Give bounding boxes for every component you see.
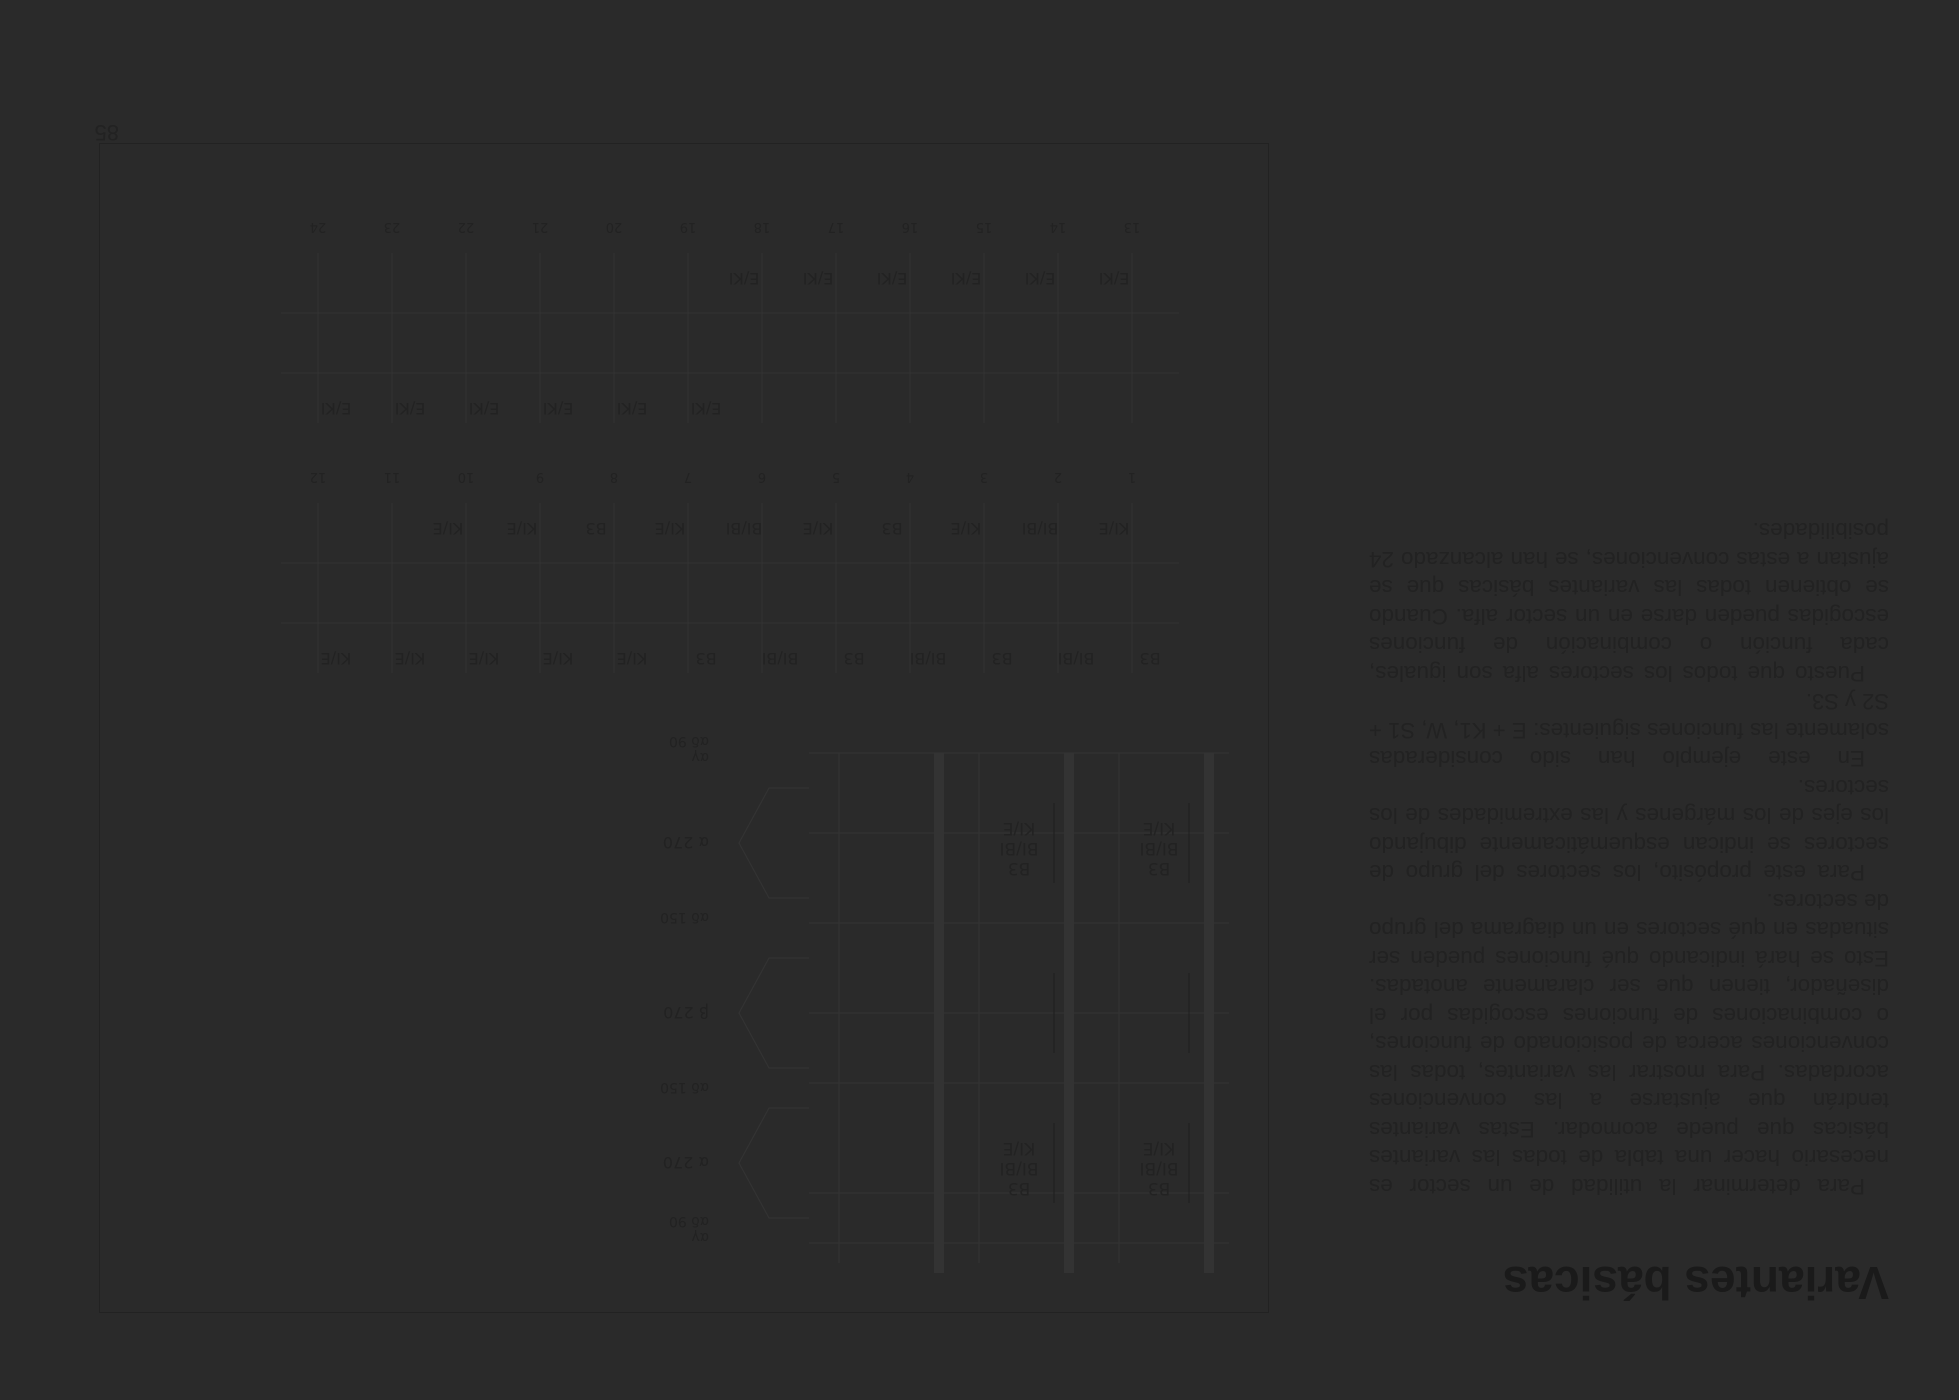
sector-edge-label: αγ bbox=[691, 749, 709, 765]
variants-13-24-grid bbox=[281, 219, 1179, 423]
figure-variants bbox=[99, 143, 1269, 1313]
variants-1-12-grid bbox=[281, 469, 1179, 673]
variant-label-bottom: E/KI bbox=[950, 269, 982, 288]
variant-number: 4 bbox=[905, 469, 915, 484]
variant-label-top: BI/BI bbox=[761, 649, 799, 668]
sector-label: KI/E bbox=[1142, 1138, 1176, 1158]
functions-formula: E + K1, W, S1 + S2 y S3. bbox=[1369, 689, 1889, 743]
variant-number: 14 bbox=[1049, 219, 1067, 234]
sector-label: KI/E bbox=[1002, 818, 1036, 838]
variant-number: 1 bbox=[1127, 469, 1137, 484]
variant-number: 12 bbox=[309, 469, 327, 484]
variant-label-top: E/KI bbox=[468, 399, 500, 418]
sector-angle-label: α 270 bbox=[662, 1153, 709, 1172]
sector-edge-label: αδ 90 bbox=[668, 1213, 709, 1229]
variant-number: 8 bbox=[609, 469, 619, 484]
variant-label-bottom: E/KI bbox=[1024, 269, 1056, 288]
variant-label-top: KI/E bbox=[468, 649, 500, 668]
sector-axis-thick bbox=[934, 753, 944, 1273]
variant-number: 21 bbox=[531, 219, 549, 234]
variant-number: 18 bbox=[753, 219, 771, 234]
variant-label-top: E/KI bbox=[320, 399, 352, 418]
variant-label-bottom: E/KI bbox=[876, 269, 908, 288]
variant-label-top: KI/E bbox=[542, 649, 574, 668]
variant-number: 20 bbox=[605, 219, 623, 234]
variant-label-top: BI/BI bbox=[909, 649, 947, 668]
sector-edge-label: αδ 90 bbox=[668, 733, 709, 749]
sector-label: KI/E bbox=[1002, 1138, 1036, 1158]
sector-edge-label: αγ bbox=[691, 1229, 709, 1245]
sector-tab bbox=[739, 1108, 809, 1218]
page-number: 85 bbox=[94, 120, 119, 145]
paragraph-4: Puesto que todos los sectores alfa son iguales, cada función o combinación de funciones escogidas pueden darse en un sector alfa. Cuando se obtienen todas las variantes básicas que se ajustan a estas convenciones, se han alcanzado 24 posibilidades. bbox=[1369, 518, 1889, 686]
variant-label-top: KI/E bbox=[394, 649, 426, 668]
body-text bbox=[1369, 516, 1889, 1200]
variant-number: 10 bbox=[457, 469, 475, 484]
variant-number: 22 bbox=[457, 219, 475, 234]
variant-label-top: E/KI bbox=[542, 399, 574, 418]
variant-number: 16 bbox=[901, 219, 919, 234]
paragraph-2: Para este propósito, los sectores del grupo de sectores se indican esquemáticamente dibujando los ejes de los márgenes y las extremidades de los sectores. bbox=[1369, 775, 1889, 886]
variant-label-top: KI/E bbox=[616, 649, 648, 668]
variant-label-bottom: KI/E bbox=[950, 519, 982, 538]
sector-label: B3 bbox=[1147, 858, 1171, 878]
variant-label-bottom: E/KI bbox=[802, 269, 834, 288]
sector-label: BI/BI bbox=[1139, 1158, 1179, 1178]
sector-diagram bbox=[660, 733, 1229, 1273]
sector-label: BI/BI bbox=[999, 838, 1039, 858]
variant-label-top: BI/BI bbox=[1057, 649, 1095, 668]
variant-number: 11 bbox=[383, 469, 401, 484]
variant-label-top: B3 bbox=[695, 649, 717, 668]
variant-number: 24 bbox=[309, 219, 327, 234]
variant-number: 17 bbox=[827, 219, 845, 234]
sector-edge-label: αδ 150 bbox=[660, 1079, 709, 1095]
variant-label-bottom: KI/E bbox=[1098, 519, 1130, 538]
variant-label-bottom: E/KI bbox=[1098, 269, 1130, 288]
sector-axis-thick bbox=[1064, 753, 1074, 1273]
variant-number: 9 bbox=[535, 469, 545, 484]
page-title: Variantes básicas bbox=[1502, 1257, 1889, 1309]
variant-number: 13 bbox=[1123, 219, 1141, 234]
sector-label: KI/E bbox=[1142, 818, 1176, 838]
variant-label-bottom: B3 bbox=[585, 519, 607, 538]
variant-number: 2 bbox=[1053, 469, 1063, 484]
sector-label: BI/BI bbox=[999, 1158, 1039, 1178]
paragraph-3-text: En este ejemplo han sido consideradas solamente las funciones siguientes: bbox=[1369, 718, 1889, 772]
variant-number: 5 bbox=[831, 469, 841, 484]
variant-label-bottom: KI/E bbox=[432, 519, 464, 538]
variant-label-bottom: BI/BI bbox=[725, 519, 763, 538]
sector-label: B3 bbox=[1007, 858, 1031, 878]
variant-number: 3 bbox=[979, 469, 989, 484]
sector-label: BI/BI bbox=[1139, 838, 1179, 858]
variant-label-bottom: E/KI bbox=[728, 269, 760, 288]
variant-label-top: B3 bbox=[843, 649, 865, 668]
sector-axis-thick bbox=[1204, 753, 1214, 1273]
variant-number: 19 bbox=[679, 219, 697, 234]
figure-svg bbox=[99, 143, 1269, 1313]
variant-label-bottom: KI/E bbox=[802, 519, 834, 538]
variant-label-top: B3 bbox=[991, 649, 1013, 668]
figure-frame bbox=[99, 143, 1269, 1313]
variant-label-bottom: KI/E bbox=[506, 519, 538, 538]
variant-number: 7 bbox=[683, 469, 693, 484]
variant-label-bottom: KI/E bbox=[654, 519, 686, 538]
sector-tab bbox=[739, 958, 809, 1068]
sector-label: B3 bbox=[1147, 1178, 1171, 1198]
sector-angle-label: β 270 bbox=[663, 1003, 709, 1022]
sector-edge-label: αδ 150 bbox=[660, 909, 709, 925]
sector-angle-label: α 270 bbox=[662, 833, 709, 852]
variant-label-top: B3 bbox=[1139, 649, 1161, 668]
variant-label-top: KI/E bbox=[320, 649, 352, 668]
variant-label-top: E/KI bbox=[394, 399, 426, 418]
sector-tab bbox=[739, 788, 809, 898]
variant-label-bottom: B3 bbox=[881, 519, 903, 538]
paragraph-1: Para determinar la utilidad de un sector es necesario hacer una tabla de todas las variantes básicas que puede acomodar. Estas variantes tendrán que ajustarse a las convenciones acordadas. Para mostrar las variantes, todas las convenciones acerca de posicionado de funciones, o combinaciones de funciones escogidas por el diseñador, tienen que ser claramente anotadas. Esto se hará indicando qué funciones pueden ser situadas en qué sectores en un diagrama del grupo de sectores. bbox=[1369, 889, 1889, 1199]
variant-label-top: E/KI bbox=[690, 399, 722, 418]
variant-label-top: E/KI bbox=[616, 399, 648, 418]
variant-number: 15 bbox=[975, 219, 993, 234]
variant-number: 6 bbox=[757, 469, 767, 484]
paragraph-3 bbox=[1369, 687, 1889, 773]
variant-label-bottom: BI/BI bbox=[1021, 519, 1059, 538]
variant-number: 23 bbox=[383, 219, 401, 234]
sector-label: B3 bbox=[1007, 1178, 1031, 1198]
